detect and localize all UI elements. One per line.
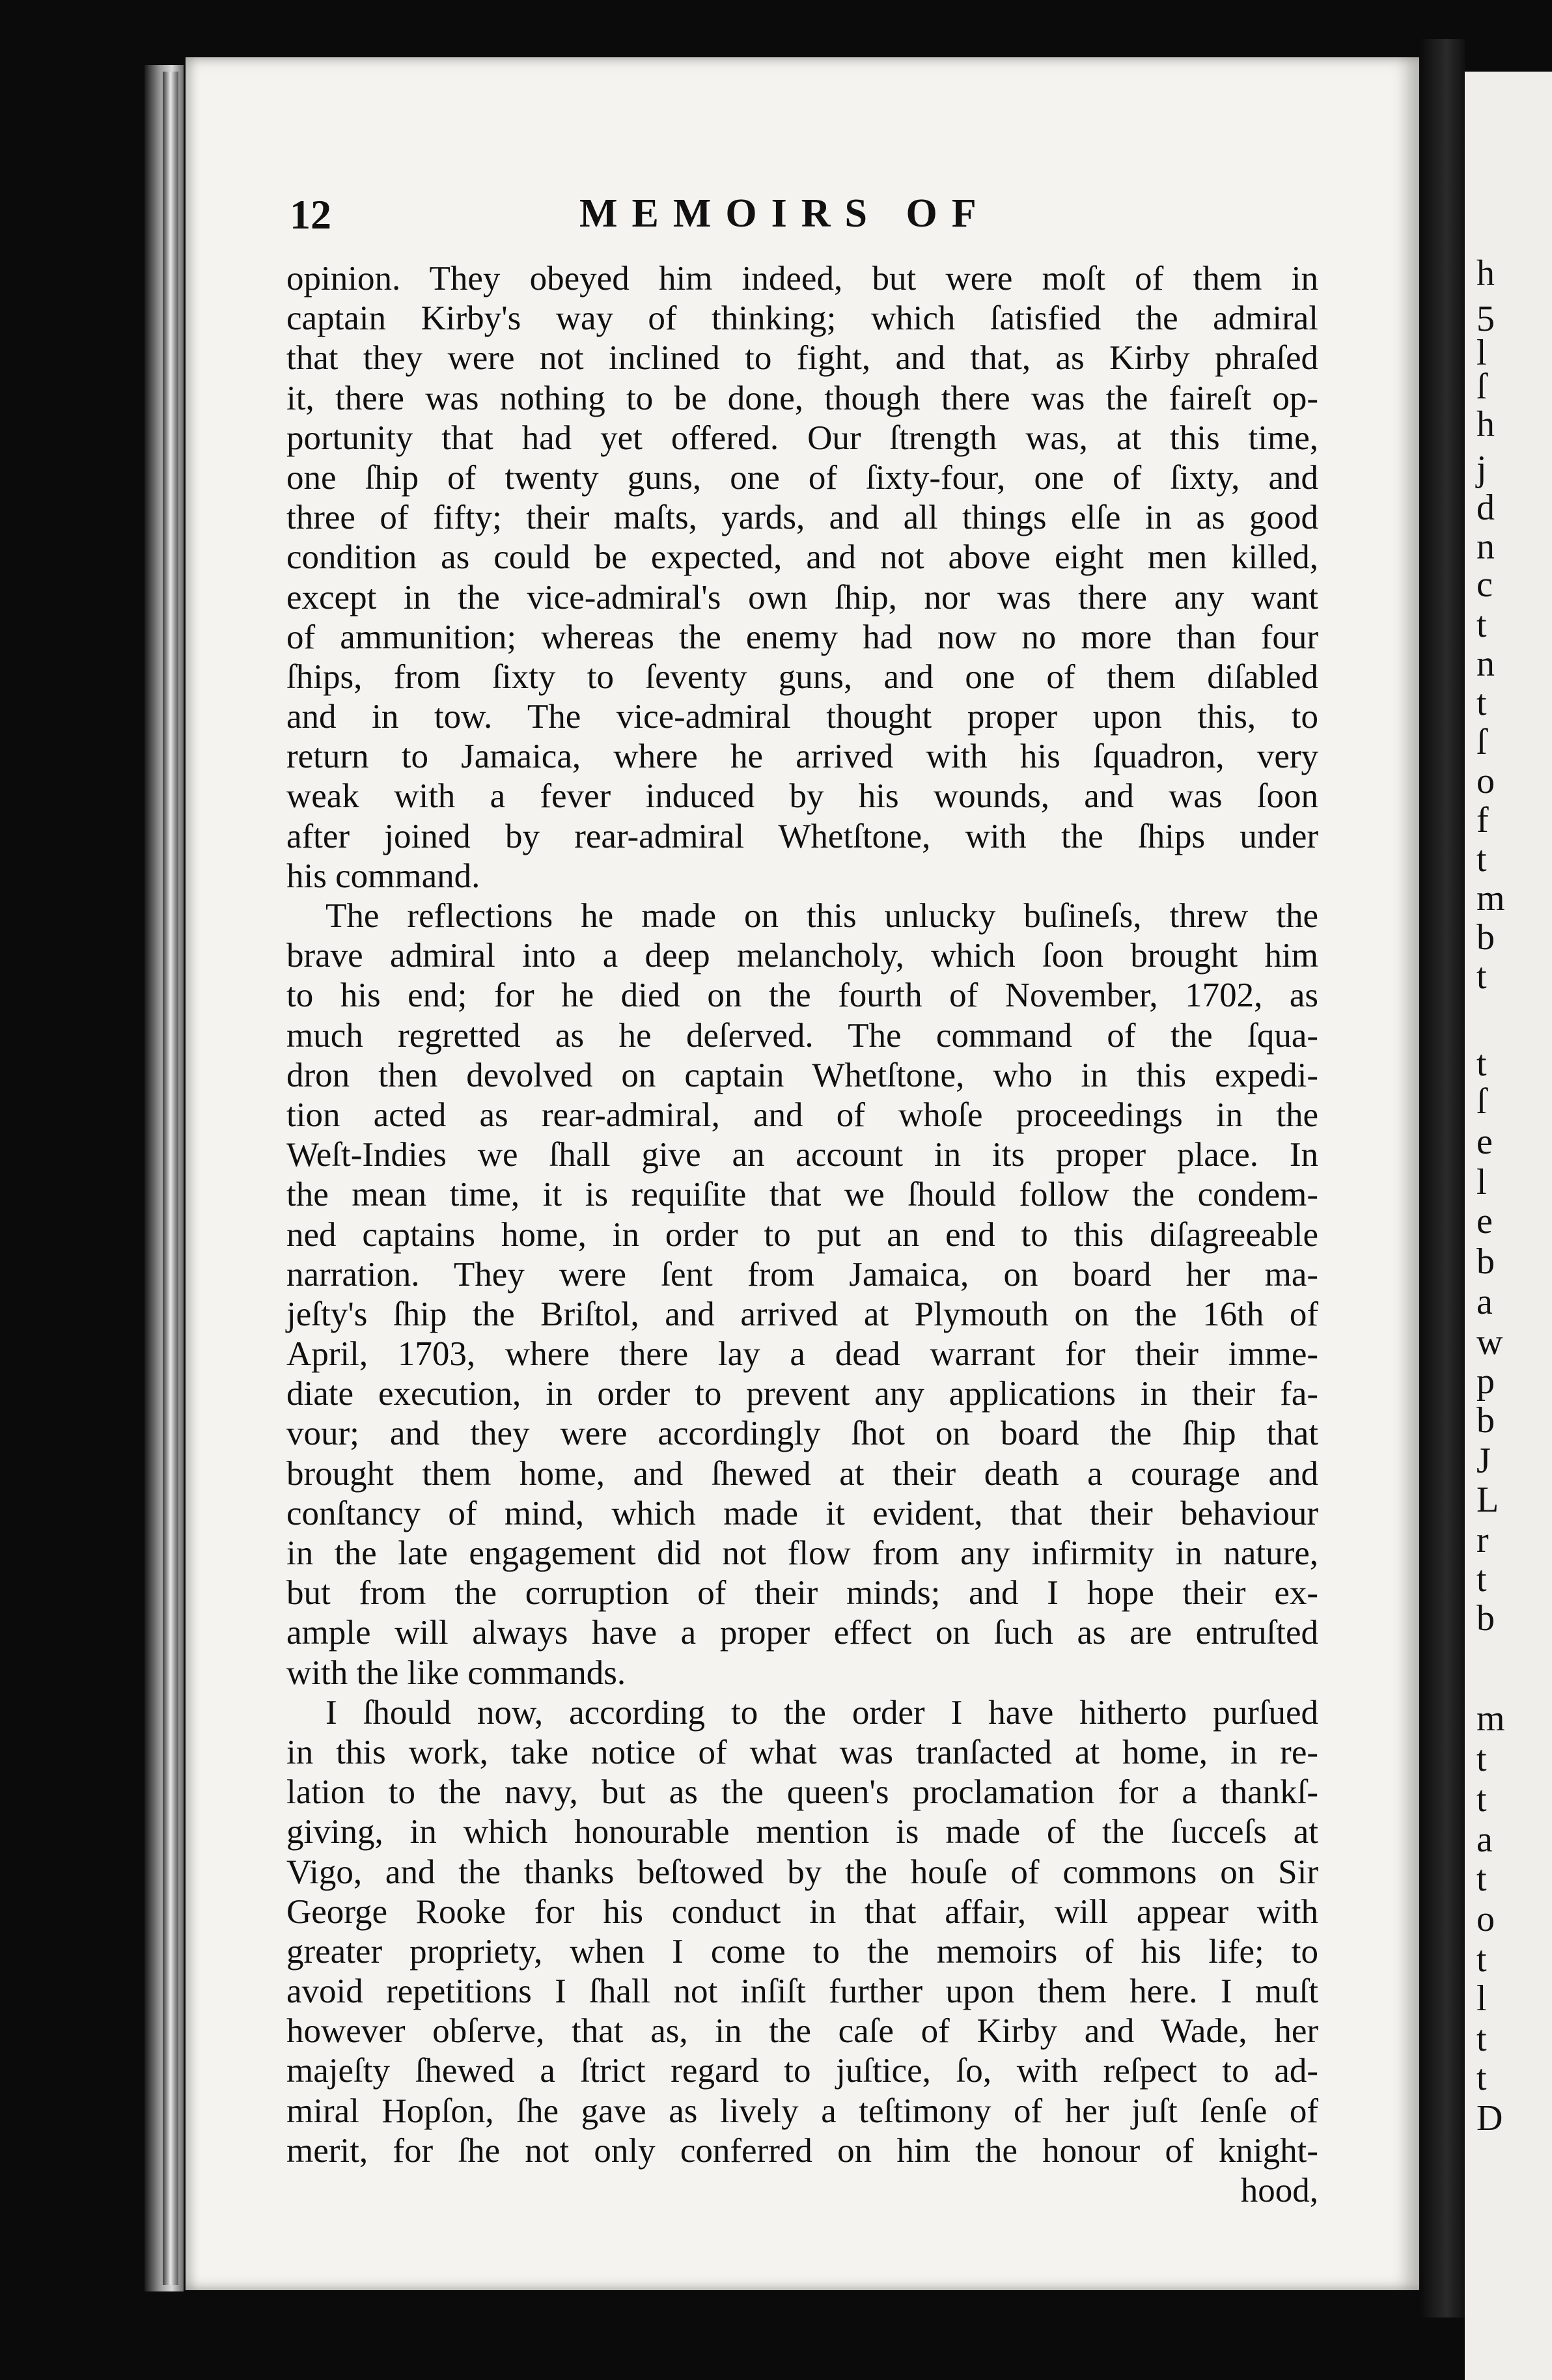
- text-line: narration. They were ſent from Jamaica, on board her ma-: [286, 1255, 1318, 1294]
- text-line: brave admiral into a deep melancholy, which ſoon brought him: [286, 937, 1318, 975]
- book-binding-edge: [163, 72, 178, 2285]
- facing-page-fragment: n: [1476, 644, 1495, 684]
- text-line: Vigo, and the thanks beſtowed by the houſe of commons on Sir: [286, 1853, 1318, 1891]
- facing-page-fragment: e: [1476, 1122, 1493, 1162]
- facing-page-fragment: r: [1476, 1520, 1489, 1560]
- facing-page-fragment: t: [1476, 839, 1487, 879]
- facing-page-fragment: a: [1476, 1282, 1493, 1322]
- facing-page-fragment: b: [1476, 1598, 1495, 1639]
- text-line: condition as could be expected, and not above eight men killed,: [286, 538, 1318, 577]
- text-line: however obſerve, that as, in the caſe of Kirby and Wade, her: [286, 2012, 1318, 2051]
- text-line: vour; and they were accordingly ſhot on board the ſhip that: [286, 1415, 1318, 1453]
- facing-page-fragment: c: [1476, 564, 1493, 605]
- text-line: jeſty's ſhip the Briſtol, and arrived at Plymouth on the 16th of: [286, 1295, 1318, 1333]
- facing-page-fragment: L: [1476, 1480, 1499, 1520]
- facing-page-fragment: t: [1476, 1859, 1487, 1899]
- facing-page-fragment: t: [1476, 605, 1487, 645]
- text-line: George Rooke for his conduct in that affair, will appear with: [286, 1892, 1318, 1931]
- facing-page-fragment: ſ: [1476, 1081, 1487, 1122]
- text-line: diate execution, in order to prevent any applications in their fa-: [286, 1375, 1318, 1413]
- text-line: portunity that had yet offered. Our ſtrength was, at this time,: [286, 419, 1318, 457]
- facing-page-fragment: d: [1476, 488, 1495, 528]
- text-line: to his end; for he died on the fourth of November, 1702, as: [286, 976, 1318, 1015]
- text-line: return to Jamaica, where he arrived with his ſquadron, very: [286, 738, 1318, 776]
- facing-page-fragment: 5: [1476, 299, 1495, 339]
- page-number: 12: [290, 191, 331, 238]
- text-line: opinion. They obeyed him indeed, but were moſt of them in: [286, 260, 1318, 298]
- facing-page-fragment: f: [1476, 800, 1489, 840]
- text-line: captain Kirby's way of thinking; which ſatisfied the admiral: [286, 299, 1318, 338]
- text-line: avoid repetitions I ſhall not inſiſt further upon them here. I muſt: [286, 1972, 1318, 2011]
- facing-page-fragment: l: [1476, 333, 1487, 373]
- text-line: ſhips, from ſixty to ſeventy guns, and one of them diſabled: [286, 657, 1318, 696]
- facing-page-fragment: t: [1476, 2019, 1487, 2059]
- text-line: the mean time, it is requiſite that we ſhould follow the condem-: [286, 1176, 1318, 1214]
- text-line: much regretted as he deſerved. The command of the ſqua-: [286, 1016, 1318, 1055]
- text-line: it, there was nothing to be done, though there was the faireſt op-: [286, 379, 1318, 417]
- facing-page-fragment: t: [1476, 1559, 1487, 1599]
- facing-page-fragment: J: [1476, 1441, 1491, 1481]
- text-line: of ammunition; whereas the enemy had now no more than four: [286, 618, 1318, 656]
- text-line: I ſhould now, according to the order I have hitherto purſued: [326, 1693, 1318, 1732]
- body-text: [286, 259, 1318, 2211]
- facing-page-fragment: a: [1476, 1820, 1493, 1860]
- facing-page-fragment: t: [1476, 1779, 1487, 1820]
- facing-page-fragment: ſ: [1476, 722, 1487, 762]
- text-line: ned captains home, in order to put an end to this diſagreeable: [286, 1215, 1318, 1254]
- facing-page-fragment: l: [1476, 1978, 1487, 2019]
- facing-page-fragment: w: [1476, 1322, 1503, 1363]
- text-line: with the like commands.: [286, 1654, 626, 1692]
- text-line: The reflections he made on this unlucky buſineſs, threw the: [326, 897, 1318, 935]
- text-line: giving, in which honourable mention is made of the ſucceſs at: [286, 1813, 1318, 1851]
- facing-page-fragment: ſ: [1476, 367, 1487, 407]
- facing-page-fragment: t: [1476, 1939, 1487, 1980]
- text-line: and in tow. The vice-admiral thought proper upon this, to: [286, 698, 1318, 736]
- facing-page-fragment: D: [1476, 2098, 1503, 2138]
- text-line: greater propriety, when I come to the memoirs of his life; to: [286, 1932, 1318, 1971]
- facing-page-fragment: j: [1476, 449, 1487, 489]
- text-line: miral Hopſon, ſhe gave as lively a teſtimony of her juſt ſenſe of: [286, 2092, 1318, 2130]
- facing-page-fragment: b: [1476, 1400, 1495, 1441]
- facing-page-fragment: h: [1476, 253, 1495, 294]
- text-line: weak with a fever induced by his wounds, and was ſoon: [286, 777, 1318, 816]
- facing-page-fragment: t: [1476, 683, 1487, 723]
- text-line: three of fifty; their maſts, yards, and all things elſe in as good: [286, 499, 1318, 537]
- text-line: one ſhip of twenty guns, one of ſixty-four, one of ſixty, and: [286, 458, 1318, 497]
- facing-page-fragment: l: [1476, 1162, 1487, 1202]
- facing-page-fragment: n: [1476, 527, 1495, 567]
- facing-page-fragment: t: [1476, 1739, 1487, 1779]
- text-line: ample will always have a proper effect on ſuch as are entruſted: [286, 1614, 1318, 1652]
- facing-page: [1465, 72, 1552, 2380]
- running-title: MEMOIRS OF: [579, 191, 991, 236]
- facing-page-fragment: b: [1476, 1241, 1495, 1282]
- text-line: hood,: [1240, 2172, 1318, 2209]
- facing-page-fragment: o: [1476, 761, 1495, 801]
- text-line: his command.: [286, 857, 480, 895]
- text-line: tion acted as rear-admiral, and of whoſe proceedings in the: [286, 1096, 1318, 1134]
- text-line: that they were not inclined to fight, and that, as Kirby phraſed: [286, 339, 1318, 378]
- text-line: conſtancy of mind, which made it evident, that their behaviour: [286, 1494, 1318, 1532]
- page-spine-shadow: [1419, 39, 1465, 2318]
- text-line: in the late engagement did not flow from any infirmity in nature,: [286, 1534, 1318, 1572]
- text-line: majeſty ſhewed a ſtrict regard to juſtice, ſo, with reſpect to ad-: [286, 2052, 1318, 2090]
- text-line: merit, for ſhe not only conferred on him the honour of knight-: [286, 2131, 1318, 2170]
- text-line: brought them home, and ſhewed at their death a courage and: [286, 1454, 1318, 1493]
- facing-page-fragment: b: [1476, 917, 1495, 958]
- facing-page-fragment: t: [1476, 956, 1487, 997]
- text-line: after joined by rear-admiral Whetſtone, with the ſhips under: [286, 817, 1318, 855]
- text-line: but from the corruption of their minds; and I hope their ex-: [286, 1574, 1318, 1612]
- text-line: Weſt-Indies we ſhall give an account in its proper place. In: [286, 1136, 1318, 1174]
- facing-page-fragment: o: [1476, 1899, 1495, 1939]
- text-line: April, 1703, where there lay a dead warrant for their imme-: [286, 1335, 1318, 1374]
- facing-page-fragment: t: [1476, 2058, 1487, 2098]
- facing-page-fragment: p: [1476, 1361, 1495, 1402]
- facing-page-fragment: h: [1476, 404, 1495, 445]
- facing-page-fragment: m: [1476, 878, 1505, 919]
- facing-page-fragment: m: [1476, 1698, 1505, 1739]
- text-line: except in the vice-admiral's own ſhip, nor was there any want: [286, 578, 1318, 616]
- text-line: in this work, take notice of what was tranſacted at home, in re-: [286, 1733, 1318, 1771]
- facing-page-fragment: t: [1476, 1044, 1487, 1084]
- page-header: [290, 191, 1338, 249]
- text-line: lation to the navy, but as the queen's proclamation for a thankſ-: [286, 1773, 1318, 1812]
- facing-page-fragment: e: [1476, 1201, 1493, 1241]
- text-line: dron then devolved on captain Whetſtone, who in this expedi-: [286, 1056, 1318, 1094]
